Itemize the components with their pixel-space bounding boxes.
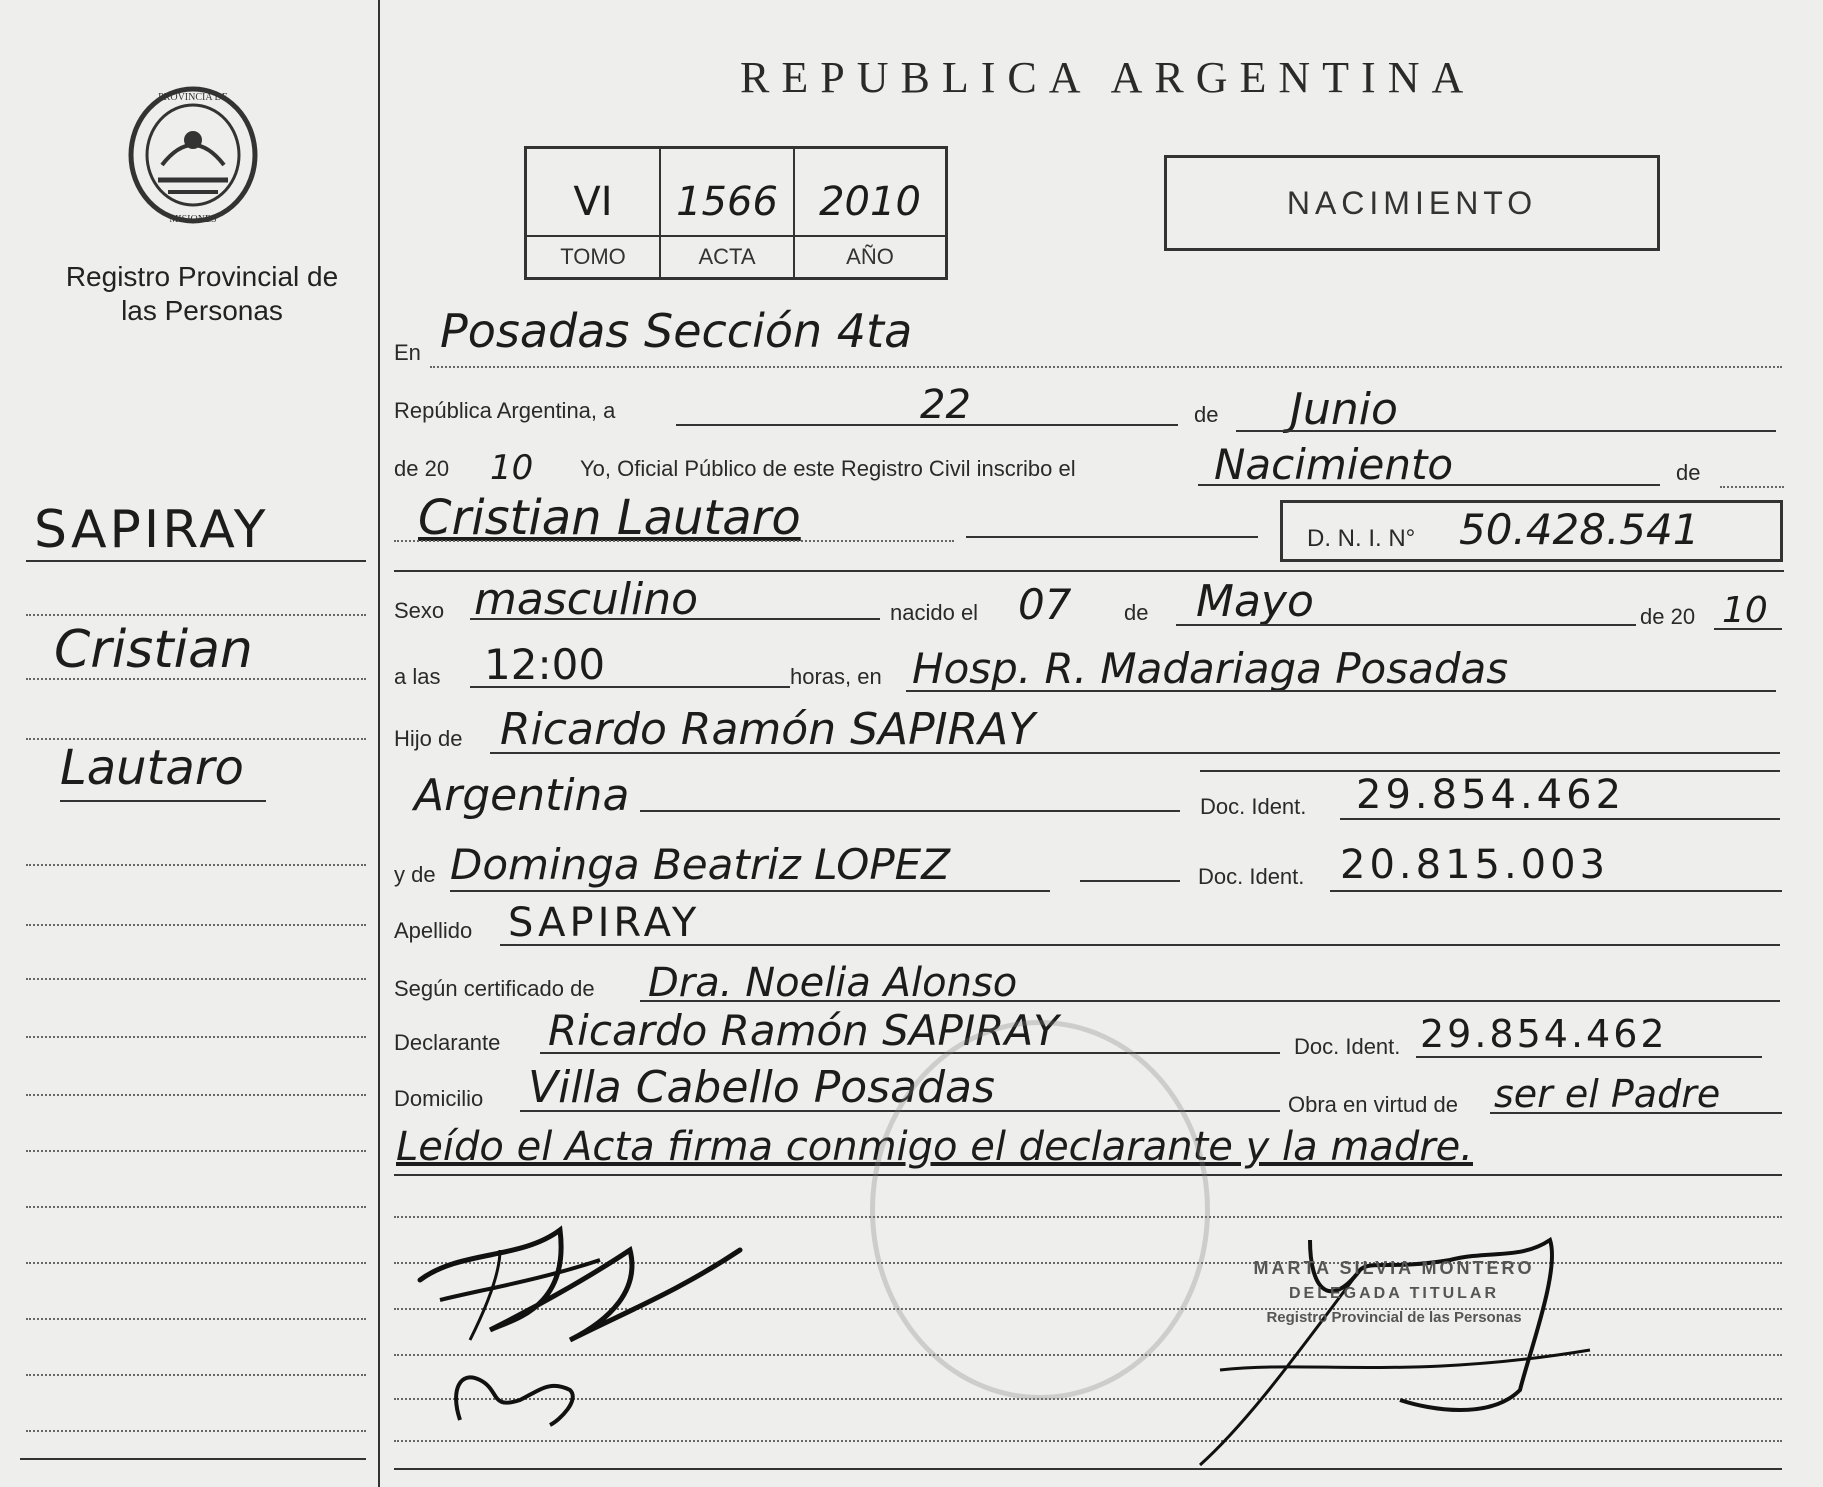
- obra-label: Obra en virtud de: [1288, 1092, 1458, 1117]
- dni-underline: [394, 570, 1784, 572]
- margin-dots: [26, 1150, 366, 1152]
- father-doc-value: 29.854.462: [1356, 772, 1626, 818]
- margin-divider: [378, 0, 380, 1487]
- sexo-value: masculino: [474, 574, 699, 625]
- dni-label: D. N. I. N°: [1307, 525, 1416, 552]
- father-nationality: Argentina: [414, 770, 630, 821]
- act-end-line: [1720, 486, 1784, 488]
- father-line: [490, 752, 1780, 754]
- mother-doc-value: 20.815.003: [1340, 842, 1610, 888]
- registry-box: [524, 146, 948, 280]
- day-line: [676, 424, 1178, 426]
- de-label-2: de: [1676, 460, 1701, 485]
- margin-surname: SAPIRAY: [34, 500, 269, 560]
- father-doc-line: [1340, 818, 1780, 820]
- svg-text:PROVINCIA DE: PROVINCIA DE: [158, 92, 228, 103]
- stamp-line-1: MARTA SILVIA MONTERO: [1253, 1258, 1535, 1278]
- sexo-label: Sexo: [394, 598, 445, 623]
- doc-label: Doc. Ident.: [1200, 794, 1307, 819]
- obra-value: ser el Padre: [1494, 1072, 1721, 1116]
- year-suffix: 10: [490, 448, 534, 488]
- margin-dots: [26, 1262, 366, 1264]
- doc-label-3: Doc. Ident.: [1294, 1034, 1401, 1059]
- birth-year-prefix: de 20: [1640, 604, 1696, 629]
- sexo-line: [470, 618, 880, 620]
- margin-middle-name-line: [60, 800, 266, 802]
- margin-surname-line: [26, 560, 366, 562]
- month-value: Junio: [1290, 384, 1398, 435]
- margin-dots: [26, 864, 366, 866]
- margin-dots: [26, 1430, 366, 1432]
- mother-value: Dominga Beatriz LOPEZ: [450, 840, 950, 889]
- year-prefix: de 20: [394, 456, 450, 481]
- birth-year-suffix: 10: [1722, 590, 1768, 631]
- declarante-line: [540, 1052, 1280, 1054]
- certificado-value: Dra. Noelia Alonso: [648, 960, 1018, 1006]
- en-label: En: [394, 340, 421, 365]
- republica-label: República Argentina, a: [394, 398, 616, 423]
- birthplace-line: [906, 690, 1776, 692]
- dni-box: [1280, 500, 1783, 562]
- horas-label: horas, en: [790, 664, 882, 689]
- birth-month-value: Mayo: [1196, 576, 1314, 627]
- margin-dots: [26, 1036, 366, 1038]
- name-value: Cristian Lautaro: [418, 490, 801, 546]
- yde-label: y de: [394, 862, 436, 887]
- margin-dots: [26, 678, 366, 680]
- place-line: [430, 366, 1782, 368]
- tomo-label: TOMO: [527, 235, 659, 277]
- nationality-line: [640, 810, 1180, 812]
- de-label-3: de: [1124, 600, 1149, 625]
- stamp-line-3: Registro Provincial de las Personas: [1266, 1309, 1522, 1326]
- margin-first-name: Cristian: [54, 620, 253, 680]
- father-value: Ricardo Ramón SAPIRAY: [500, 704, 1036, 755]
- alas-label: a las: [394, 664, 441, 689]
- declarante-doc-line: [1416, 1056, 1762, 1058]
- month-line: [1236, 430, 1776, 432]
- mother-line: [1080, 880, 1180, 882]
- de-label: de: [1194, 402, 1219, 427]
- province-seal: [118, 80, 268, 230]
- closing-sentence: Leído el Acta firma conmigo el declarante y la madre.: [396, 1124, 1473, 1170]
- name-dots: [394, 540, 954, 542]
- mother-doc-line: [1330, 890, 1782, 892]
- margin-bottom-line: [20, 1458, 366, 1460]
- record-type-box: NACIMIENTO: [1164, 155, 1660, 251]
- hour-line: [470, 686, 790, 688]
- margin-dots: [26, 1206, 366, 1208]
- hour-value: 12:00: [484, 640, 606, 689]
- yo-label: Yo, Oficial Público de este Registro Civil inscribo el: [580, 456, 1076, 481]
- declarante-value: Ricardo Ramón SAPIRAY: [548, 1006, 1059, 1055]
- domicilio-value: Villa Cabello Posadas: [528, 1062, 995, 1113]
- name-line: [966, 536, 1258, 538]
- obra-line: [1490, 1112, 1782, 1114]
- margin-dots: [26, 1374, 366, 1376]
- ano-label: AÑO: [795, 235, 945, 277]
- dni-value: 50.428.541: [1459, 505, 1700, 554]
- ano-value: 2010: [819, 179, 921, 225]
- birth-day-value: 07: [1018, 580, 1072, 629]
- declarante-label: Declarante: [394, 1030, 501, 1055]
- margin-dots: [26, 1318, 366, 1320]
- domicilio-label: Domicilio: [394, 1086, 484, 1111]
- segun-label: Según certificado de: [394, 976, 595, 1001]
- svg-text:MISIONES: MISIONES: [169, 214, 217, 225]
- act-value: Nacimiento: [1214, 440, 1454, 489]
- faded-registry-stamp: [870, 1020, 1210, 1400]
- hijo-label: Hijo de: [394, 726, 463, 751]
- acta-value: 1566: [676, 179, 778, 225]
- declarant-signature: [400, 1190, 760, 1430]
- margin-dots: [26, 614, 366, 616]
- stamp-line-2: DELEGADA TITULAR: [1288, 1285, 1500, 1302]
- apellido-label: Apellido: [394, 918, 473, 943]
- place-value: Posadas Sección 4ta: [440, 304, 913, 358]
- declarante-doc-value: 29.854.462: [1420, 1012, 1668, 1056]
- acta-cell: [661, 149, 795, 277]
- birth-month-line: [1176, 624, 1636, 626]
- official-stamp: [1204, 1258, 1584, 1326]
- certificado-line: [640, 1000, 1780, 1002]
- nacido-label: nacido el: [890, 600, 979, 625]
- tomo-value: VI: [573, 179, 613, 225]
- ano-cell: [795, 149, 945, 277]
- birth-year-line: [1714, 628, 1782, 630]
- document-title: REPUBLICA ARGENTINA: [740, 53, 1476, 102]
- registry-office-name: Registro Provincial de las Personas: [65, 261, 339, 326]
- margin-dots: [26, 1094, 366, 1096]
- act-line: [1198, 484, 1660, 486]
- bottom-line: [394, 1468, 1782, 1470]
- apellido-line: [500, 944, 1780, 946]
- margin-middle-name: Lautaro: [60, 740, 244, 796]
- doc-label-2: Doc. Ident.: [1198, 864, 1305, 889]
- day-value: 22: [920, 382, 971, 428]
- acta-label: ACTA: [661, 235, 793, 277]
- mother-underline: [450, 890, 1050, 892]
- margin-dots: [26, 978, 366, 980]
- margin-dots: [26, 924, 366, 926]
- apellido-value: SAPIRAY: [508, 900, 701, 946]
- birthplace-value: Hosp. R. Madariaga Posadas: [912, 644, 1509, 693]
- tomo-cell: [527, 149, 661, 277]
